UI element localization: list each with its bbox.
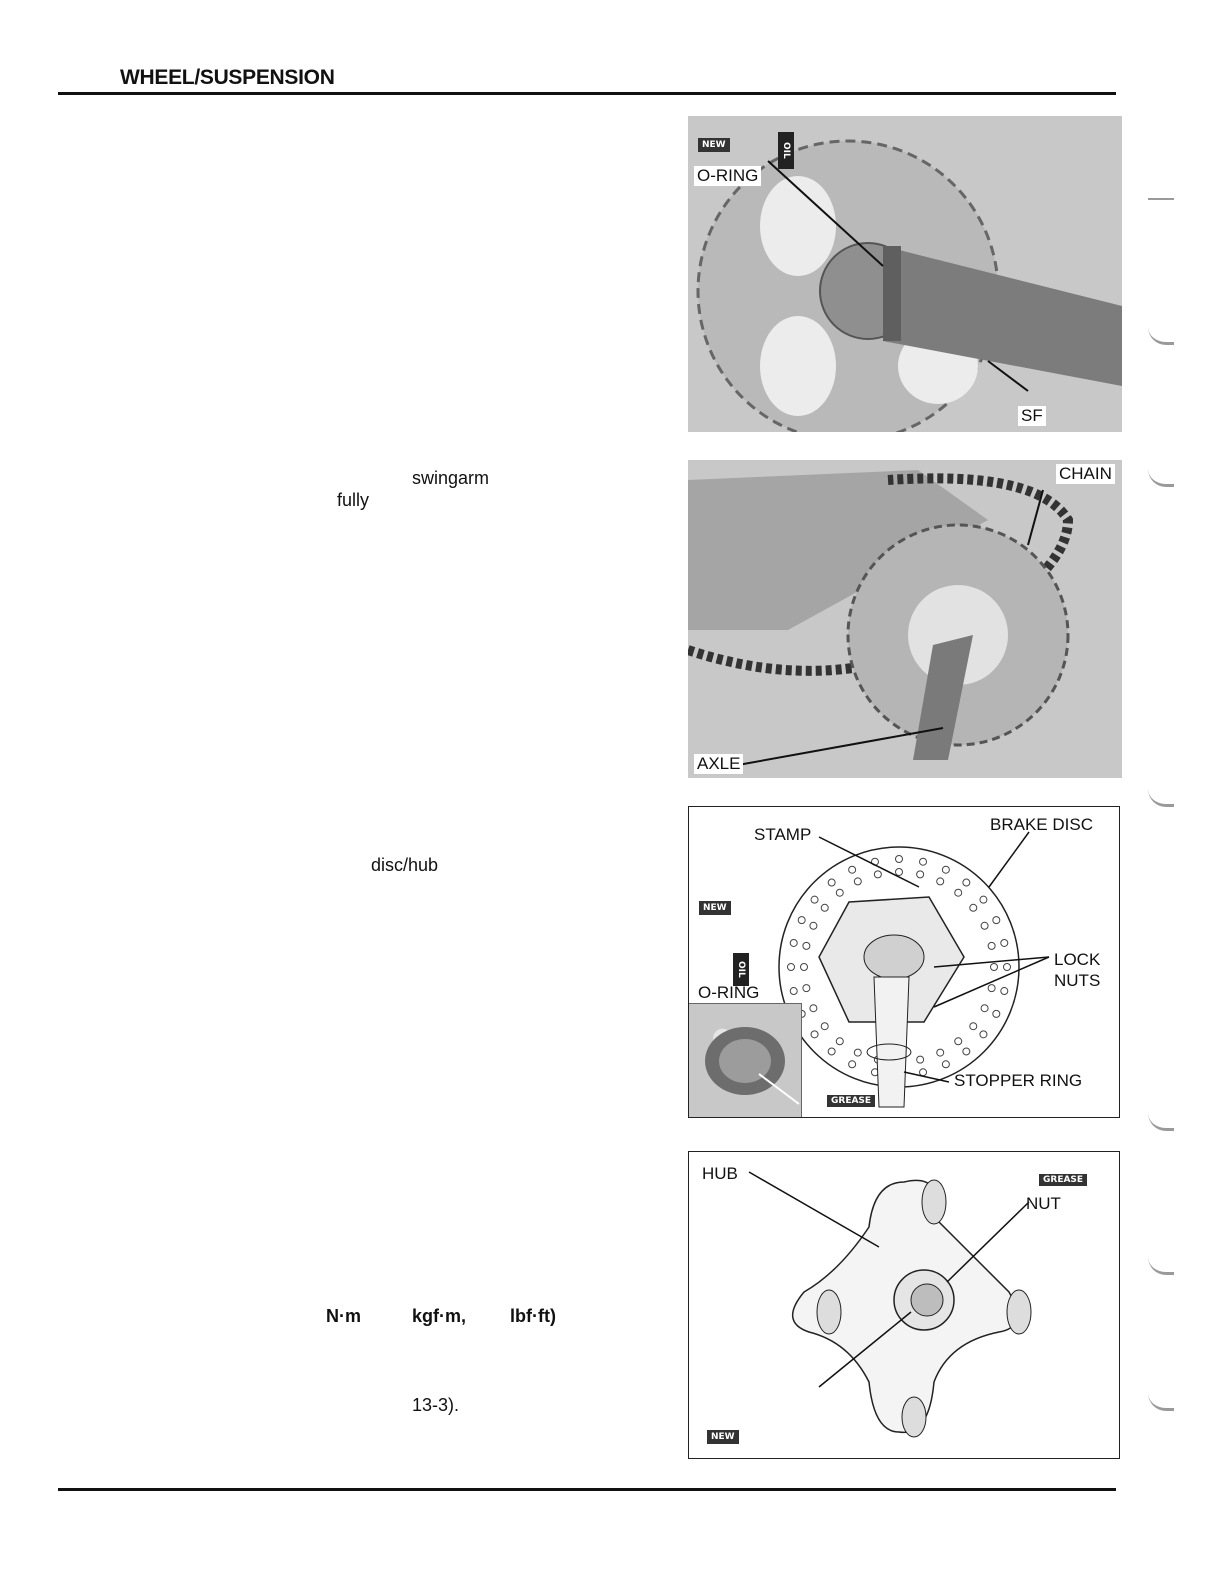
grease-icon: GREASE xyxy=(1039,1174,1087,1186)
thumb-tab-mark xyxy=(1148,320,1174,345)
new-part-icon: NEW xyxy=(698,138,730,152)
thumb-tab-mark xyxy=(1148,1386,1174,1411)
thumb-tab-mark xyxy=(1148,1106,1174,1131)
label-nut: NUT xyxy=(1026,1194,1061,1213)
figure-sprocket-photo xyxy=(688,116,1122,432)
torque-lbfft: lbf·ft) xyxy=(510,1306,556,1326)
thumb-tab-mark xyxy=(1148,1250,1174,1275)
torque-kgfm: kgf·m, xyxy=(412,1306,466,1326)
footer-rule xyxy=(58,1488,1116,1491)
sprocket-illustration xyxy=(688,116,1122,432)
page-title: WHEEL/SUSPENSION xyxy=(120,66,335,89)
label-axle: AXLE xyxy=(694,754,743,774)
page-reference: 13-3). xyxy=(412,1395,460,1415)
torque-nm: N·m xyxy=(326,1306,361,1326)
label-sprocket-partial: SF xyxy=(1018,406,1046,426)
oil-icon: OIL xyxy=(733,953,749,986)
label-o-ring: O-RING xyxy=(698,983,760,1002)
thumb-tab-mark xyxy=(1148,462,1174,487)
spline-grease-inset xyxy=(689,1003,802,1118)
figure-chain-photo xyxy=(688,460,1122,778)
text-disc-hub: disc/hub xyxy=(371,855,439,875)
oil-icon: OIL xyxy=(778,132,794,169)
label-chain: CHAIN xyxy=(1056,464,1115,484)
label-hub: HUB xyxy=(702,1164,738,1183)
label-nuts: NUTS xyxy=(1054,971,1101,990)
label-brake-disc: BRAKE DISC xyxy=(990,815,1093,834)
label-lock: LOCK xyxy=(1054,950,1101,969)
thumb-tab-mark xyxy=(1148,782,1174,807)
text-fully: fully xyxy=(337,490,370,510)
label-o-ring: O-RING xyxy=(694,166,761,186)
header-rule xyxy=(58,92,1116,95)
new-part-icon: NEW xyxy=(707,1430,739,1444)
figure-hub-nut xyxy=(688,1151,1120,1459)
chain-illustration xyxy=(688,460,1122,778)
label-stopper-ring: STOPPER RING xyxy=(954,1071,1083,1090)
label-stamp: STAMP xyxy=(754,825,812,844)
figure-brake-disc xyxy=(688,806,1120,1118)
thumb-tab-mark xyxy=(1148,176,1174,200)
grease-icon: GREASE xyxy=(827,1095,875,1107)
spline-illustration xyxy=(689,1004,801,1118)
new-part-icon: NEW xyxy=(699,901,731,915)
text-swingarm: swingarm xyxy=(412,468,490,488)
